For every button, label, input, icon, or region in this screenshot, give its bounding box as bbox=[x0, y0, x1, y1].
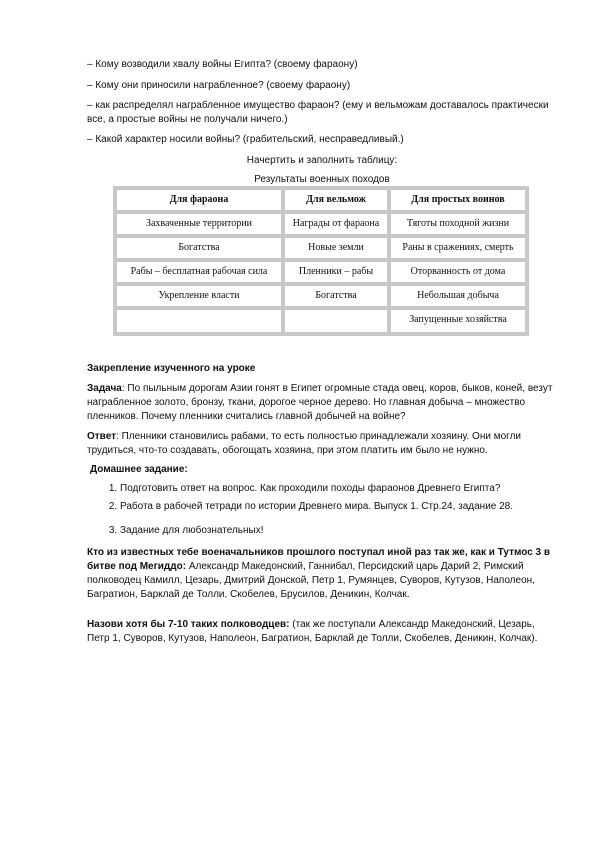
table-row bbox=[117, 262, 525, 282]
table-header-cell: Для простых воинов bbox=[391, 190, 525, 210]
table-row bbox=[117, 214, 525, 234]
table-cell: Небольшая добыча bbox=[391, 286, 525, 306]
table-cell: Оторванность от дома bbox=[391, 262, 525, 282]
question-1: – Кому возводили хвалу войны Египта? (своему фараону) bbox=[87, 59, 358, 70]
curious-paragraph bbox=[87, 546, 557, 602]
table-row bbox=[117, 310, 525, 332]
curious-question: Кто из известных тебе военачальников прошлого поступал иной раз так же, как и Тутмос 3 в битве под Мегиддо: bbox=[87, 547, 551, 572]
table-cell: Запущенные хозяйства bbox=[391, 310, 525, 332]
task-paragraph bbox=[87, 382, 557, 424]
question-3: – как распределял награбленное имущество фараон? (ему и вельможам доставалось практически все, а простые войны не получали ничего.) bbox=[87, 100, 549, 125]
table-header-cell: Для фараона bbox=[117, 190, 281, 210]
table-cell: Укрепление власти bbox=[117, 286, 281, 306]
table-cell: Богатства bbox=[117, 238, 281, 258]
table-header-cell: Для вельмож bbox=[285, 190, 387, 210]
table-instruction: Начертить и заполнить таблицу: bbox=[246, 155, 398, 166]
results-table bbox=[113, 186, 529, 336]
answer-paragraph bbox=[87, 430, 557, 458]
table-cell: Богатства bbox=[285, 286, 387, 306]
homework-heading: Домашнее задание: bbox=[90, 464, 188, 475]
answer-label: Ответ bbox=[87, 431, 117, 442]
name-task-question: Назови хотя бы 7-10 таких полководцев: bbox=[87, 619, 290, 630]
table-title: Результаты военных походов bbox=[254, 174, 390, 185]
table-cell: Раны в сражениях, смерть bbox=[391, 238, 525, 258]
table-cell: Захваченные территории bbox=[117, 214, 281, 234]
consolidation-heading: Закрепление изученного на уроке bbox=[87, 363, 256, 374]
table-cell: Новые земли bbox=[285, 238, 387, 258]
homework-list bbox=[100, 482, 570, 538]
table-row bbox=[117, 286, 525, 306]
table-cell: Рабы – бесплатная рабочая сила bbox=[117, 262, 281, 282]
list-item: 3. Задание для любознательных! bbox=[120, 524, 570, 538]
table-cell: Награды от фараона bbox=[285, 214, 387, 234]
task-label: Задача bbox=[87, 383, 122, 394]
task-text: : По пыльным дорогам Азии гонят в Египет огромные стада овец, коров, быков, коней, везут награбленное золото, бронзу, ткани, дорогое черное дерево. Но главная добыча – множество пленников. Почему пленники считались главной добычей на войне? bbox=[87, 383, 553, 422]
table-header-row bbox=[117, 190, 525, 210]
table-cell bbox=[117, 310, 281, 332]
curious-answer: Александр Македонский, Ганнибал, Персидский царь Дарий 2, Римский полководец Камилл, Цезарь, Дмитрий Донской, Петр 1, Румянцев, Суворов, Кутузов, Наполеон, Багратион, Барклай де Толли, Скобелев, Брусилов, Деникин, Колчак. bbox=[87, 561, 535, 600]
question-2: – Кому они приносили награбленное? (своему фараону) bbox=[87, 80, 351, 91]
name-task-answer: (так же поступали Александр Македонский, Цезарь, Петр 1, Суворов, Кутузов, Наполеон, Багратион, Барклай де Толли, Скобелев, Деникин, Колчак). bbox=[87, 619, 538, 644]
list-item: 2. Работа в рабочей тетради по истории Древнего мира. Выпуск 1. Стр.24, задание 28. bbox=[120, 500, 570, 514]
table-cell: Пленники – рабы bbox=[285, 262, 387, 282]
table-cell: Тяготы походной жизни bbox=[391, 214, 525, 234]
table-row bbox=[117, 238, 525, 258]
table-cell bbox=[285, 310, 387, 332]
list-item: 1. Подготовить ответ на вопрос. Как проходили походы фараонов Древнего Египта? bbox=[120, 482, 570, 496]
answer-text: : Пленники становились рабами, то есть полностью принадлежали хозяину. Они могли трудиться, что-то создавать, обогощать хозяина, при этом платить им было не нужно. bbox=[87, 431, 522, 456]
name-task-paragraph bbox=[87, 618, 557, 646]
question-4: – Какой характер носили войны? (грабительский, несправедливый.) bbox=[87, 134, 404, 145]
